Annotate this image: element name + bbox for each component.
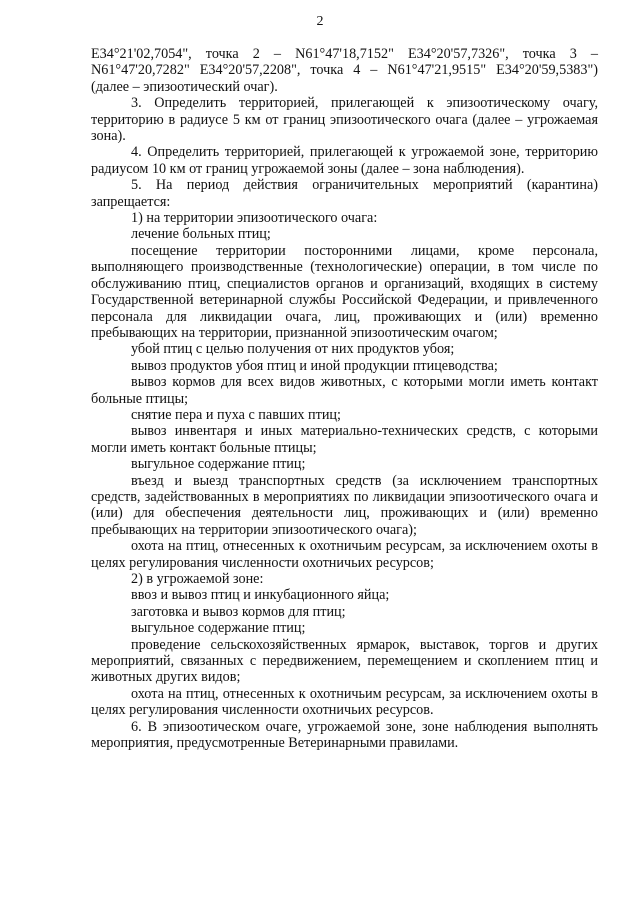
paragraph: 2) в угрожаемой зоне: <box>131 571 264 587</box>
paragraph: вывоз инвентаря и иных материально-технических средств, с которыми могли иметь контакт больные птицы; <box>91 423 598 456</box>
paragraph: охота на птиц, отнесенных к охотничьим ресурсам, за исключением охоты в целях регулирования численности охотничьих ресурсов. <box>91 685 598 719</box>
paragraph: 4. Определить территорией, прилегающей к угрожаемой зоне, территорию радиусом 10 км от границ угрожаемой зоны (далее – зона наблюдения). <box>91 144 598 177</box>
paragraph: охота на птиц, отнесенных к охотничьим ресурсам, за исключением охоты в целях регулирования численности охотничьих ресурсов; <box>91 538 598 571</box>
paragraph: 6. В эпизоотическом очаге, угрожаемой зоне, зоне наблюдения выполнять мероприятия, предусмотренные Ветеринарными правилами. <box>91 718 598 752</box>
paragraph: вывоз продуктов убоя птиц и иной продукции птицеводства; <box>131 357 498 374</box>
paragraph: проведение сельскохозяйственных ярмарок, выставок, торгов и других мероприятий, связанных с передвижением, перемещением и скоплением птиц и животных других видов; <box>91 636 598 686</box>
paragraph: убой птиц с целью получения от них продуктов убоя; <box>131 341 455 358</box>
paragraph: посещение территории посторонними лицами, кроме персонала, выполняющего производственные (технологические) операции, в том числе по обслуживанию птиц, специалистов органов и организаций, входящих в систему Государственной ветеринарной службы Российской Федерации, и привлеченного персонала для ликвидации очага, лиц, проживающих и (или) временно пребывающих на территории, признанной эпизоотическим очагом; <box>91 242 598 341</box>
paragraph: вывоз кормов для всех видов животных, с которыми могли иметь контакт больные птицы; <box>91 374 598 407</box>
page-number: 2 <box>316 14 324 29</box>
paragraph: снятие пера и пуха с павших птиц; <box>131 406 341 423</box>
paragraph: 1) на территории эпизоотического очага: <box>131 210 378 227</box>
paragraph: въезд и выезд транспортных средств (за исключением транспортных средств, задействованных в мероприятиях по ликвидации эпизоотического очага и (или) для обеспечения деятельности лиц, проживающих и (или) временно пребывающих на территории эпизоотического очага); <box>91 472 598 538</box>
paragraph: ввоз и вывоз птиц и инкубационного яйца; <box>131 587 390 604</box>
paragraph: лечение больных птиц; <box>131 226 271 243</box>
paragraph: заготовка и вывоз кормов для птиц; <box>131 603 346 620</box>
document-body <box>91 46 598 751</box>
paragraph: 5. На период действия ограничительных мероприятий (карантина) запрещается: <box>91 177 598 210</box>
paragraph: выгульное содержание птиц; <box>131 456 306 473</box>
paragraph: выгульное содержание птиц; <box>131 620 306 637</box>
paragraph: E34°21'02,7054", точка 2 – N61°47'18,7152" E34°20'57,7326", точка 3 – N61°47'20,7282" E34°20'57,2208", точка 4 – N61°47'21,9515" E34°20'59,5383") (далее – эпизоотический очаг). <box>91 46 598 95</box>
paragraph: 3. Определить территорией, прилегающей к эпизоотическому очагу, территорию в радиусе 5 км от границ эпизоотического очага (далее – угрожаемая зона). <box>91 95 598 145</box>
